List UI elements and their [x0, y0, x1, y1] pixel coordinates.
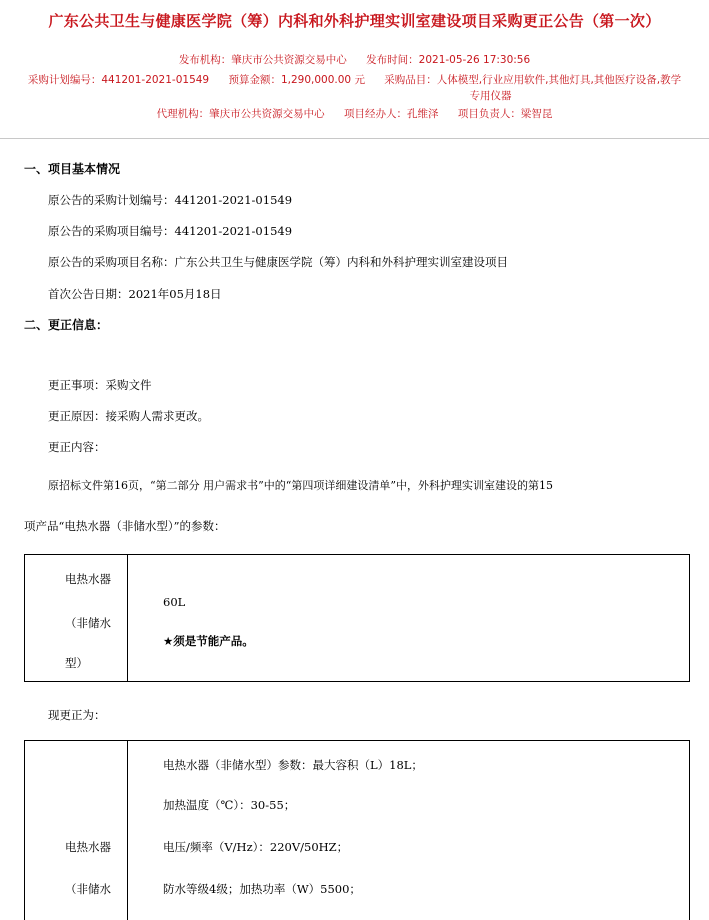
new-spec-table [24, 740, 690, 920]
meta-row-3 [0, 106, 709, 121]
table-label: 电热水器 [65, 572, 111, 586]
section2-item: 更正内容： [48, 440, 106, 454]
manager: 项目经办人：孔维泽 [344, 108, 439, 120]
section1-item: 首次公告日期：2021年05月18日 [48, 287, 222, 301]
table-label: （非储水 [65, 882, 111, 896]
section2-item: 更正事项：采购文件 [48, 378, 152, 392]
agency: 代理机构：肇庆市公共资源交易中心 [156, 108, 325, 120]
category: 采购品目：人体模型,行业应用软件,其他灯具,其他医疗设备,教学 [384, 74, 682, 86]
page-title: 广东公共卫生与健康医学院（筹）内科和外科护理实训室建设项目采购更正公告（第一次） [48, 12, 661, 30]
section1-item: 原公告的采购项目名称：广东公共卫生与健康医学院（筹）内科和外科护理实训室建设项目 [48, 255, 508, 269]
table-value-note: ★须是节能产品。 [163, 634, 254, 648]
publisher: 发布机构：肇庆市公共资源交易中心 [178, 54, 347, 66]
section2-item: 更正原因：接采购人需求更改。 [48, 409, 209, 423]
original-text-line2: 项产品“电热水器（非储水型）”的参数： [24, 519, 226, 533]
table-value: 加热温度（℃）：30-55； [163, 798, 296, 812]
meta-row-2 [0, 72, 709, 87]
section1-heading: 一、项目基本情况 [24, 162, 121, 176]
category-cont: 专用仪器 [469, 90, 512, 102]
table-value: 电热水器（非储水型）参数：最大容积（L）18L； [163, 758, 423, 772]
changed-to: 现更正为： [48, 708, 106, 722]
table-cell-divider [127, 555, 128, 681]
section2-heading: 二、更正信息： [24, 318, 109, 332]
plan-no: 采购计划编号：441201-2021-01549 [27, 74, 210, 86]
meta-row-1 [0, 52, 709, 67]
section1-item: 原公告的采购计划编号：441201-2021-01549 [48, 193, 293, 207]
table-cell-divider [127, 741, 128, 920]
leader: 项目负责人：梁智昆 [457, 108, 553, 120]
original-spec-table [24, 554, 690, 682]
meta-row-2b [0, 88, 709, 103]
section1-item: 原公告的采购项目编号：441201-2021-01549 [48, 224, 293, 238]
table-label: （非储水 [65, 616, 111, 630]
table-value: 防水等级4级；加热功率（W）5500； [163, 882, 361, 896]
divider [0, 138, 709, 139]
original-text-line1: 原招标文件第16页，“第二部分 用户需求书”中的“第四项详细建设清单”中，外科护理实训室建设的第15 [48, 479, 553, 492]
publish-time: 发布时间：2021-05-26 17:30:56 [366, 54, 531, 66]
table-value: 60L [163, 595, 186, 609]
table-value: 电压/频率（V/Hz）：220V/50HZ； [163, 840, 349, 854]
budget: 预算金额：1,290,000.00 元 [228, 74, 365, 86]
table-label: 电热水器 [65, 840, 111, 854]
table-label: 型） [65, 656, 88, 670]
